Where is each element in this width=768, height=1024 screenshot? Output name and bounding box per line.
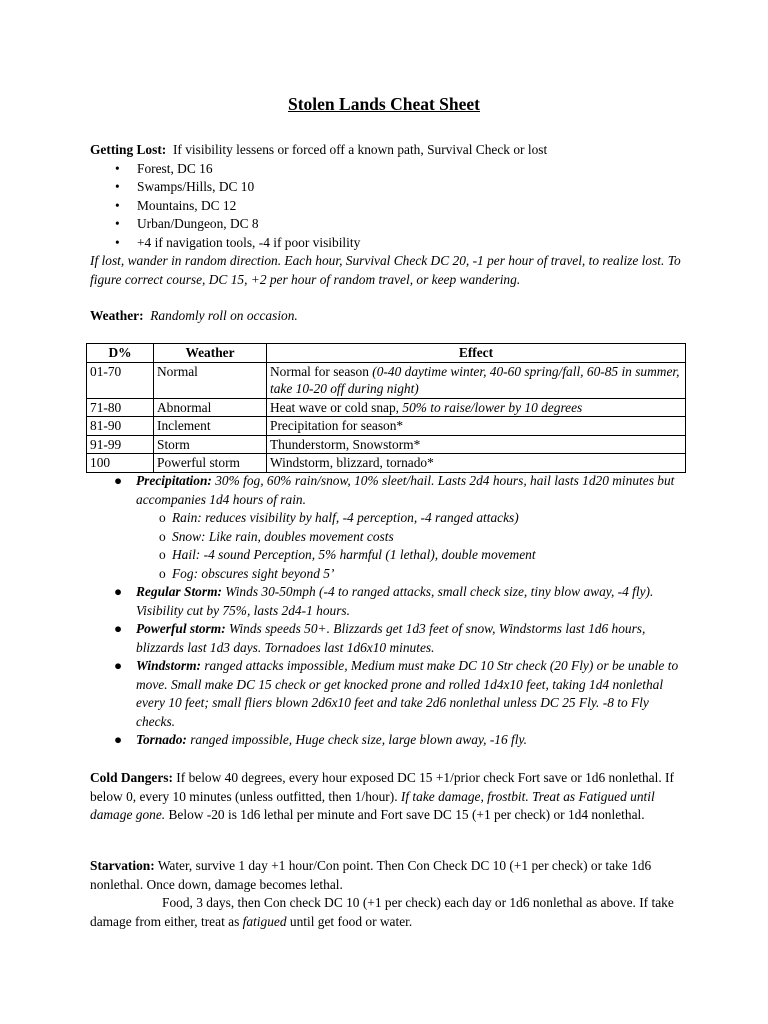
note-label: Powerful storm: bbox=[136, 621, 226, 636]
table-cell bbox=[267, 362, 686, 398]
effect-italic: (0-40 daytime winter, 40-60 spring/fall, 60-85 in summer, take 10-20 off during night) bbox=[270, 363, 680, 396]
table-row bbox=[87, 454, 686, 473]
bullet-icon: ● bbox=[114, 473, 123, 488]
table-cell: 81-90 bbox=[87, 417, 154, 436]
sub-item-text: Fog: obscures sight beyond 5’ bbox=[172, 565, 335, 581]
starvation-heading: Starvation: bbox=[90, 858, 155, 873]
getting-lost-section bbox=[90, 141, 690, 289]
sub-item-text: Hail: -4 sound Perception, 5% harmful (1 lethal), double movement bbox=[172, 547, 536, 562]
cold-dangers-paragraph bbox=[90, 769, 680, 825]
food-italic-text: fatigued bbox=[242, 913, 287, 929]
table-row bbox=[87, 435, 686, 454]
table-row bbox=[87, 417, 686, 436]
table-cell: 91-99 bbox=[87, 435, 154, 454]
effect-text: Heat wave or cold snap, bbox=[270, 399, 403, 415]
note-label: Precipitation: bbox=[136, 473, 212, 488]
sub-item-text: Snow: Like rain, doubles movement costs bbox=[172, 528, 394, 544]
marker: o bbox=[159, 547, 166, 562]
weather-intro-text: Randomly roll on occasion. bbox=[150, 308, 298, 323]
bullet-icon: ● bbox=[114, 621, 123, 636]
column-header: Weather bbox=[154, 344, 267, 363]
list-item: • +4 if navigation tools, -4 if poor visibility bbox=[90, 234, 690, 253]
list-item bbox=[90, 565, 686, 584]
starvation-food-paragraph bbox=[90, 894, 680, 931]
list-item bbox=[90, 731, 686, 750]
getting-lost-intro bbox=[90, 141, 690, 160]
table-cell: Thunderstorm, Snowstorm* bbox=[267, 435, 686, 454]
list-item bbox=[90, 528, 686, 547]
list-item: • Urban/Dungeon, DC 8 bbox=[90, 215, 690, 234]
starvation-section bbox=[90, 857, 680, 931]
table-cell: Precipitation for season* bbox=[267, 417, 686, 436]
table-row bbox=[87, 362, 686, 398]
food-text: Food, 3 days, then Con check DC 10 (+1 per check) each day or 1d6 nonlethal as above. If take damage from either, treat as bbox=[90, 895, 674, 929]
note-text: Winds speeds 50+. Blizzards get 1d3 feet of snow, Windstorms last 1d6 hours, blizzards last 1d3 days. Tornadoes last 1d6x10 minutes. bbox=[136, 621, 646, 655]
weather-table bbox=[86, 343, 686, 473]
starvation-paragraph bbox=[90, 857, 680, 894]
list-item bbox=[90, 583, 686, 620]
getting-lost-note: If lost, wander in random direction. Each hour, Survival Check DC 20, -1 per hour of travel, to realize lost. To figure correct course, DC 15, +2 per hour of random travel, or keep wandering. bbox=[90, 253, 681, 287]
column-header: Effect bbox=[267, 344, 686, 363]
effect-italic: 50% to raise/lower by 10 degrees bbox=[402, 399, 583, 415]
note-label: Tornado: bbox=[136, 732, 187, 747]
note-label: Windstorm: bbox=[136, 658, 201, 673]
bullet-icon: ● bbox=[114, 658, 123, 673]
table-row bbox=[87, 398, 686, 417]
table-cell: 71-80 bbox=[87, 398, 154, 417]
note-text: Winds 30-50mph (-4 to ranged attacks, small check size, tiny blow away, -4 fly). Visibility cut by 75%, lasts 2d4-1 hours. bbox=[136, 584, 654, 618]
note-text: ranged impossible, Huge check size, large blown away, -16 fly. bbox=[186, 732, 528, 747]
table-cell: Powerful storm bbox=[154, 454, 267, 473]
effect-text: Normal for season bbox=[270, 363, 373, 379]
table-header-row bbox=[87, 344, 686, 363]
getting-lost-heading: Getting Lost: bbox=[90, 142, 167, 157]
marker: o bbox=[159, 565, 166, 581]
cold-dangers-section bbox=[90, 769, 680, 825]
note-label: Regular Storm: bbox=[136, 584, 222, 599]
bullet-icon: ● bbox=[114, 732, 123, 747]
list-item bbox=[90, 657, 686, 731]
cold-text-2: Below -20 is 1d6 lethal per minute and Fort save DC 15 (+1 per check) or 1d4 nonlethal. bbox=[165, 807, 645, 822]
table-cell: Inclement bbox=[154, 417, 267, 436]
table-cell: 01-70 bbox=[87, 362, 154, 398]
weather-notes-list bbox=[90, 472, 686, 750]
note-text: 30% fog, 60% rain/snow, 10% sleet/hail. Lasts 2d4 hours, hail lasts 1d20 minutes but accompanies 1d4 hours of rain. bbox=[136, 473, 675, 507]
list-item: • Swamps/Hills, DC 10 bbox=[90, 178, 690, 197]
list-item bbox=[90, 472, 686, 583]
table-cell: Windstorm, blizzard, tornado* bbox=[267, 454, 686, 473]
list-item: • Forest, DC 16 bbox=[90, 160, 690, 179]
table-cell: Abnormal bbox=[154, 398, 267, 417]
cold-text: If below 40 degrees, every hour exposed DC 15 +1/prior check Fort save or 1d6 nonlethal. If below 0, every 10 minutes (unless outfitted, then 1/hour). bbox=[90, 770, 674, 804]
table-cell bbox=[267, 398, 686, 417]
food-text-end: until get food or water. bbox=[286, 913, 413, 929]
sub-item-text: Rain: reduces visibility by half, -4 perception, -4 ranged attacks) bbox=[172, 510, 519, 525]
table-cell: 100 bbox=[87, 454, 154, 473]
column-header: D% bbox=[87, 344, 154, 363]
marker: o bbox=[159, 528, 166, 544]
getting-lost-intro-text: If visibility lessens or forced off a known path, Survival Check or lost bbox=[172, 142, 548, 157]
precipitation-sublist bbox=[90, 509, 686, 583]
list-item bbox=[90, 546, 686, 565]
note-text: ranged attacks impossible, Medium must make DC 10 Str check (20 Fly) or be unable to move. Small make DC 15 check or get knocked prone and rolled 1d4x10 feet, taking 1d4 nonlethal every 10 feet; small fliers blown 2d6x10 feet and take 2d6 nonlethal unless DC 25 Fly. -8 to Fly checks. bbox=[136, 658, 679, 729]
table-cell: Storm bbox=[154, 435, 267, 454]
difficulty-list bbox=[90, 160, 690, 253]
cold-italic-text: If take damage, frostbit. Treat as Fatigued until damage gone. bbox=[90, 788, 655, 822]
list-item bbox=[90, 509, 686, 528]
weather-notes bbox=[90, 472, 686, 750]
weather-intro bbox=[90, 307, 690, 326]
starvation-text: Water, survive 1 day +1 hour/Con point. Then Con Check DC 10 (+1 per check) or take 1d6 nonlethal. Once down, damage becomes lethal. bbox=[90, 858, 652, 892]
page-title: Stolen Lands Cheat Sheet bbox=[287, 94, 481, 114]
table-cell: Normal bbox=[154, 362, 267, 398]
list-item: • Mountains, DC 12 bbox=[90, 197, 690, 216]
bullet-icon: ● bbox=[114, 584, 123, 599]
marker: o bbox=[159, 510, 166, 525]
list-item bbox=[90, 620, 686, 657]
weather-heading: Weather: bbox=[90, 308, 144, 323]
cold-dangers-heading: Cold Dangers: bbox=[90, 770, 173, 785]
